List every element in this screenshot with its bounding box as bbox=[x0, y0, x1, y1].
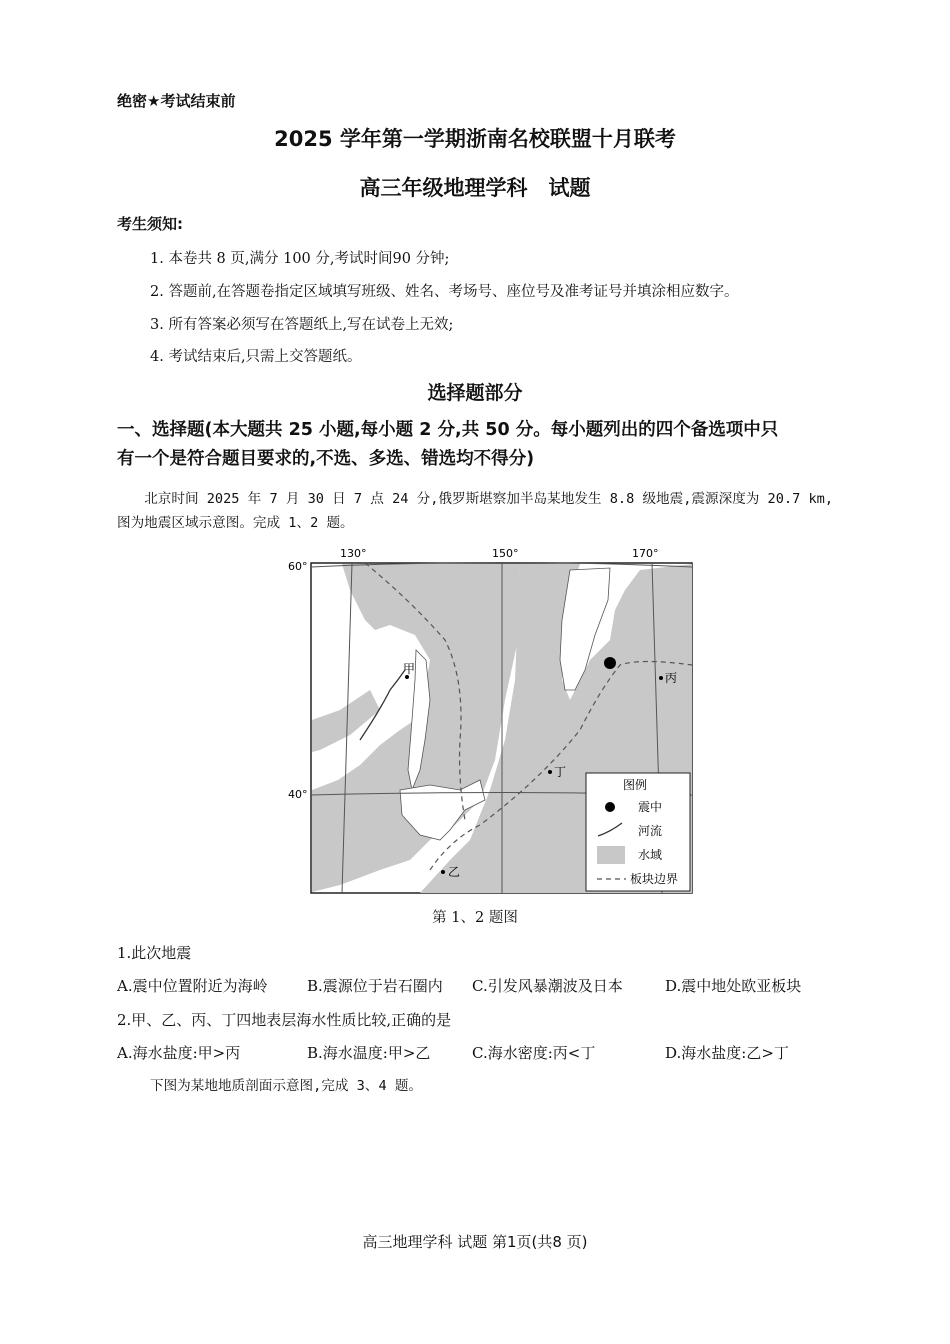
question-1-option-a: A.震中位置附近为海岭 bbox=[117, 977, 268, 995]
place-label-bing: 丙 bbox=[665, 671, 678, 685]
place-label-ding: 丁 bbox=[554, 765, 567, 779]
question-2-stem: 2.甲、乙、丙、丁四地表层海水性质比较,正确的是 bbox=[117, 1011, 452, 1029]
lon-label-130: 130° bbox=[340, 547, 367, 560]
question-1-option-c: C.引发风暴潮波及日本 bbox=[472, 977, 623, 995]
question-2-option-a: A.海水盐度:甲>丙 bbox=[117, 1044, 241, 1062]
question-2-option-b: B.海水温度:甲>乙 bbox=[307, 1044, 431, 1062]
notice-item: 3. 所有答案必须写在答题纸上,写在试卷上无效; bbox=[150, 317, 454, 333]
part-one-heading-line2: 有一个是符合题目要求的,不选、多选、错选均不得分) bbox=[117, 449, 535, 469]
part-one-heading-line1: 一、选择题(本大题共 25 小题,每小题 2 分,共 50 分。每小题列出的四个备选项中只 bbox=[117, 420, 779, 440]
notice-item: 2. 答题前,在答题卷指定区域填写班级、姓名、考场号、座位号及准考证号并填涂相应数字。 bbox=[150, 284, 739, 300]
place-dot-bing bbox=[659, 676, 663, 680]
legend-title: 图例 bbox=[623, 778, 648, 792]
question-1-option-d: D.震中地处欧亚板块 bbox=[665, 977, 802, 995]
place-dot-yi bbox=[441, 870, 445, 874]
exam-title: 2025 学年第一学期浙南名校联盟十月联考 bbox=[274, 127, 676, 151]
earthquake-region-map bbox=[280, 540, 700, 900]
figure-caption: 第 1、2 题图 bbox=[432, 910, 518, 926]
notice-item: 4. 考试结束后,只需上交答题纸。 bbox=[150, 349, 362, 365]
lat-label-60: 60° bbox=[288, 560, 308, 573]
legend-water-icon bbox=[597, 846, 625, 864]
question-1-stem: 1.此次地震 bbox=[117, 944, 192, 962]
lat-label-40: 40° bbox=[288, 788, 308, 801]
lon-label-150: 150° bbox=[492, 547, 519, 560]
question-2-option-c: C.海水密度:丙<丁 bbox=[472, 1044, 596, 1062]
place-dot-ding bbox=[548, 770, 552, 774]
question-intro: 北京时间 2025 年 7 月 30 日 7 点 24 分,俄罗斯堪察加半岛某地发生 8.8 级地震,震源深度为 20.7 km,图为地震区域示意图。完成 1、2 题。 bbox=[117, 491, 834, 531]
legend-boundary-label: 板块边界 bbox=[630, 872, 679, 886]
epicenter-marker bbox=[604, 657, 616, 669]
place-label-jia: 甲 bbox=[403, 662, 416, 676]
exam-subtitle: 高三年级地理学科 试题 bbox=[359, 176, 591, 200]
question-1-option-b: B.震源位于岩石圈内 bbox=[307, 977, 443, 995]
next-question-intro: 下图为某地地质剖面示意图,完成 3、4 题。 bbox=[150, 1078, 423, 1094]
legend-river-label: 河流 bbox=[638, 824, 663, 838]
place-label-yi: 乙 bbox=[448, 865, 461, 879]
section-title: 选择题部分 bbox=[427, 382, 523, 404]
lon-label-170: 170° bbox=[632, 547, 659, 560]
confidential-mark: 绝密★考试结束前 bbox=[117, 92, 236, 110]
notice-heading: 考生须知: bbox=[117, 215, 183, 233]
question-2-option-d: D.海水盐度:乙>丁 bbox=[665, 1044, 789, 1062]
legend-epicenter-icon bbox=[605, 802, 615, 812]
legend-epicenter-label: 震中 bbox=[638, 800, 663, 814]
legend-water-label: 水域 bbox=[638, 848, 663, 862]
page-footer: 高三地理学科 试题 第1页(共8 页) bbox=[362, 1233, 588, 1251]
notice-item: 1. 本卷共 8 页,满分 100 分,考试时间90 分钟; bbox=[150, 251, 450, 267]
